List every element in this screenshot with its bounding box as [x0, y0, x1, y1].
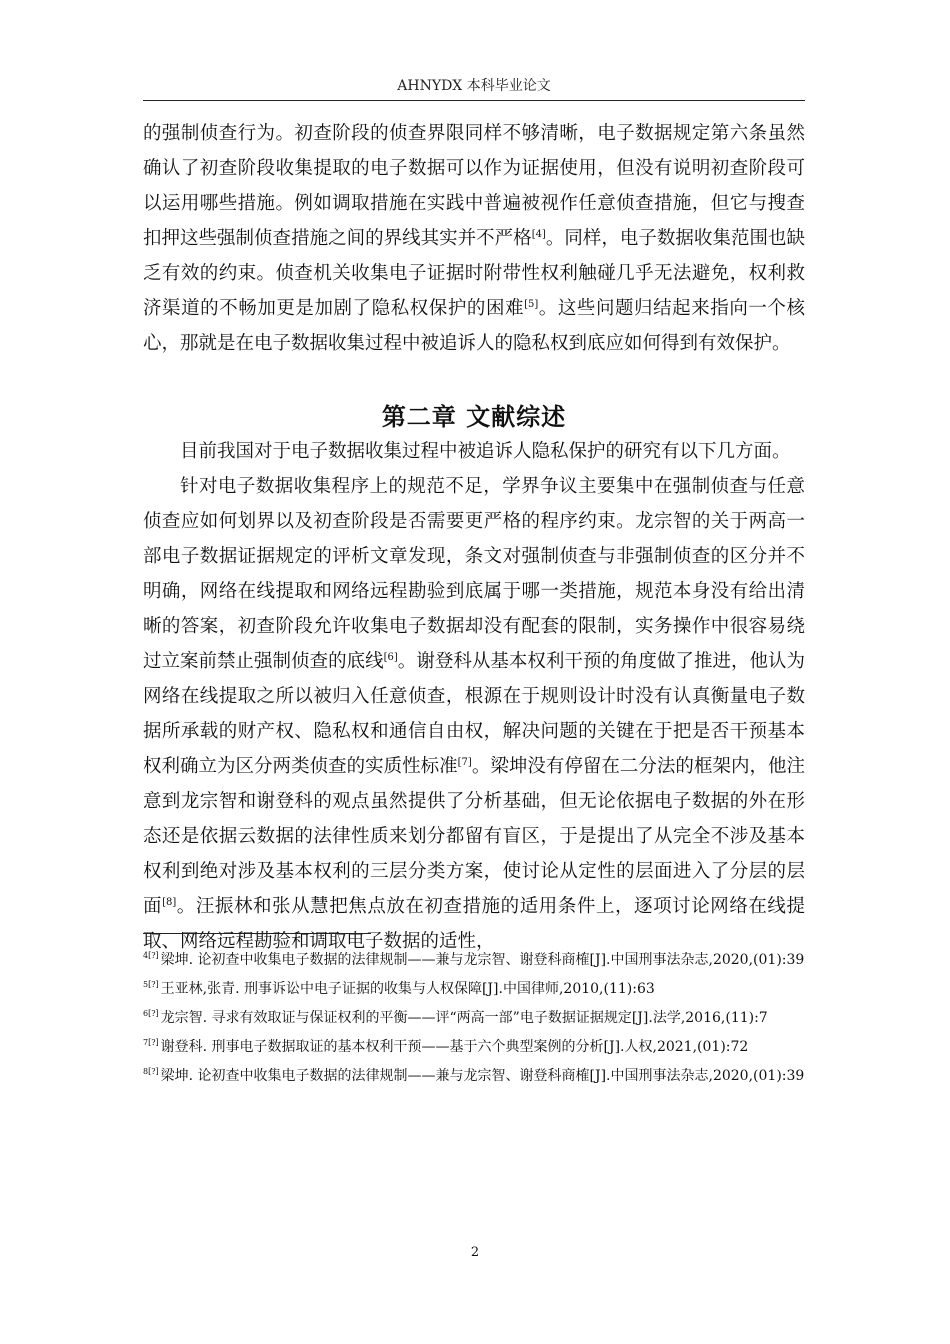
footnote-text: 谢登科. 刑事电子数据取证的基本权利干预——基于六个典型案例的分析[J].人权,2021,(01):72 [160, 1039, 749, 1055]
footnote-text: 梁坤. 论初查中收集电子数据的法律规制——兼与龙宗智、谢登科商榷[J].中国刑事法杂志,2020,(01):39 [160, 1068, 805, 1084]
footnote-marker: 8[?] [143, 1067, 159, 1077]
footnote [143, 1004, 805, 1033]
page-number: 2 [470, 1245, 480, 1260]
chapter-title: 第二章 文献综述 [381, 403, 567, 431]
running-header: AHNYDX 本科毕业论文 [397, 78, 551, 94]
review-text-a: 针对电子数据收集程序上的规范不足，学界争议主要集中在强制侦查与任意侦查应如何划界以及初查阶段是否需要更严格的程序约束。龙宗智的关于两高一部电子数据证据规定的评析文章发现，条文对强制侦查与非强制侦查的区分并不明确，网络在线提取和网络远程勘验到底属于哪一类措施，规范本身没有给出清晰的答案，初查阶段允许收集电子数据却没有配套的限制，实务操作中很容易绕过立案前禁止强制侦查的底线 [143, 476, 805, 672]
footnote-marker: 6[?] [143, 1009, 159, 1019]
review-text-c: 。梁坤没有停留在二分法的框架内，他注意到龙宗智和谢登科的观点虽然提供了分析基础，但无论依据电子数据的外在形态还是依据云数据的法律性质来划分都留有盲区，于是提出了从完全不涉及基本权利到绝对涉及基本权利的三层分类方案，使讨论从定性的层面进入了分层的层面 [143, 756, 805, 917]
footnote [143, 946, 805, 975]
intro-text-b: 。同样，电子数据收集范围也缺乏有效的约束。侦查机关收集电子证据时附带性权利触碰几乎无法避免，权利救济渠道的不畅加更是加剧了隐私权保护的困难 [143, 228, 805, 319]
intro-text-c: 。这些问题归结起来指向一个核心，那就是在电子数据收集过程中被追诉人的隐私权到底应如何得到有效保护。 [143, 298, 805, 354]
footnotes [143, 946, 805, 1091]
footnote-text: 梁坤. 论初查中收集电子数据的法律规制——兼与龙宗智、谢登科商榷[J].中国刑事法杂志,2020,(01):39 [160, 952, 805, 968]
citation-8: [8] [162, 896, 177, 908]
footnote [143, 1033, 805, 1062]
header-rule [143, 100, 805, 101]
intro-paragraph [143, 116, 805, 361]
intro-section [143, 116, 805, 361]
footnote [143, 975, 805, 1004]
review-section [143, 434, 805, 959]
citation-4: [4] [531, 228, 546, 240]
citation-5: [5] [524, 298, 539, 310]
review-paragraph-2 [143, 469, 805, 959]
review-paragraph-1: 目前我国对于电子数据收集过程中被追诉人隐私保护的研究有以下几方面。 [180, 441, 791, 462]
footnote-marker: 7[?] [143, 1038, 159, 1048]
footnote-text: 王亚林,张青. 刑事诉讼中电子证据的收集与人权保障[J].中国律师,2010,(11):63 [160, 981, 655, 997]
footnote-rule [143, 933, 371, 934]
footnote-marker: 4[?] [143, 951, 159, 961]
citation-6: [6] [383, 651, 398, 663]
citation-7: [7] [457, 756, 472, 768]
review-text-d: 。汪振林和张从慧把焦点放在初查措施的适用条件上，逐项讨论网络在线提取、网络远程勘验和调取电子数据的适性， [143, 896, 805, 952]
review-text-b: 。谢登科从基本权利干预的角度做了推进，他认为网络在线提取之所以被归入任意侦查，根源在于规则设计时没有认真衡量电子数据所承载的财产权、隐私权和通信自由权，解决问题的关键在于把是否干预基本权利确立为区分两类侦查的实质性标准 [143, 651, 805, 777]
footnote [143, 1062, 805, 1091]
intro-text-a: 的强制侦查行为。初查阶段的侦查界限同样不够清晰，电子数据规定第六条虽然确认了初查阶段收集提取的电子数据可以作为证据使用，但没有说明初查阶段可以运用哪些措施。例如调取措施在实践中普遍被视作任意侦查措施，但它与搜查扣押这些强制侦查措施之间的界线其实并不严格 [143, 123, 805, 249]
footnote-marker: 5[?] [143, 980, 159, 990]
footnote-text: 龙宗智. 寻求有效取证与保证权利的平衡——评“两高一部”电子数据证据规定[J].法学,2016,(11):7 [160, 1010, 768, 1026]
